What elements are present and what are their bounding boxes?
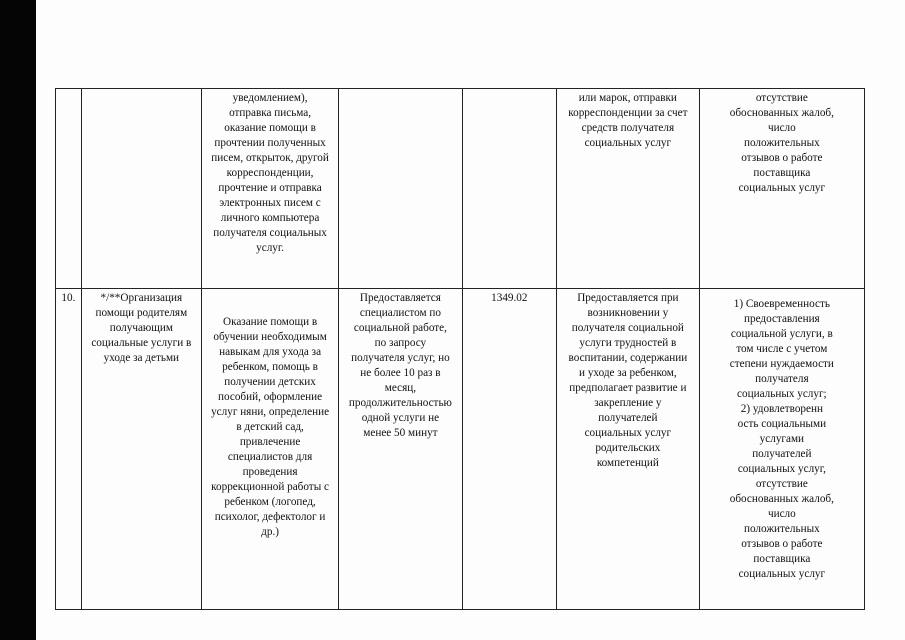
number-cell [56,89,82,289]
scan-border [0,0,36,640]
description-cell: Оказание помощи в обучении необходимым навыкам для ухода за ребенком, помощь в получении детских пособий, оформление услуг няни, определение в детский сад, привлечение специалистов для проведения коррекционной работы с ребенком (логопед, психолог, дефектолог и др.) [201,289,338,610]
service-name-cell: */**Организация помощи родителям получающим социальные услуги в уходе за детьми [81,289,201,610]
criteria-cell: 1) Своевременность предоставления социальной услуги, в том числе с учетом степени нуждаемости получателя социальных услуг; 2) удовлетворенн ость социальными услугами получателей социальных услуг, отсутствие обоснованных жалоб, число положительных отзывов о работе поставщика социальных услуг [699,289,864,610]
criteria-cell: отсутствие обоснованных жалоб, число положительных отзывов о работе поставщика социальных услуг [699,89,864,289]
tariff-cell [462,89,556,289]
table-row [56,289,865,610]
tariff-cell: 1349.02 [462,289,556,610]
conditions-cell: Предоставляется при возникновении у получателя социальной услуги трудностей в воспитании, содержании и уходе за ребенком, предполагает развитие и закрепление у получателей социальных услуг родительских компетенций [557,289,700,610]
conditions-cell: или марок, отправки корреспонденции за счет средств получателя социальных услуг [557,89,700,289]
timing-cell [339,89,462,289]
description-cell: уведомлением), отправка письма, оказание помощи в прочтении полученных писем, открыток, другой корреспонденции, прочтение и отправка электронных писем с личного компьютера получателя социальных услуг. [201,89,338,289]
services-table [55,88,865,610]
row-number: 10. [56,289,82,610]
table-row [56,89,865,289]
timing-cell: Предоставляется специалистом по социальной работе, по запросу получателя услуг, но не более 10 раз в месяц, продолжительностью одной услуги не менее 50 минут [339,289,462,610]
service-name-cell [81,89,201,289]
